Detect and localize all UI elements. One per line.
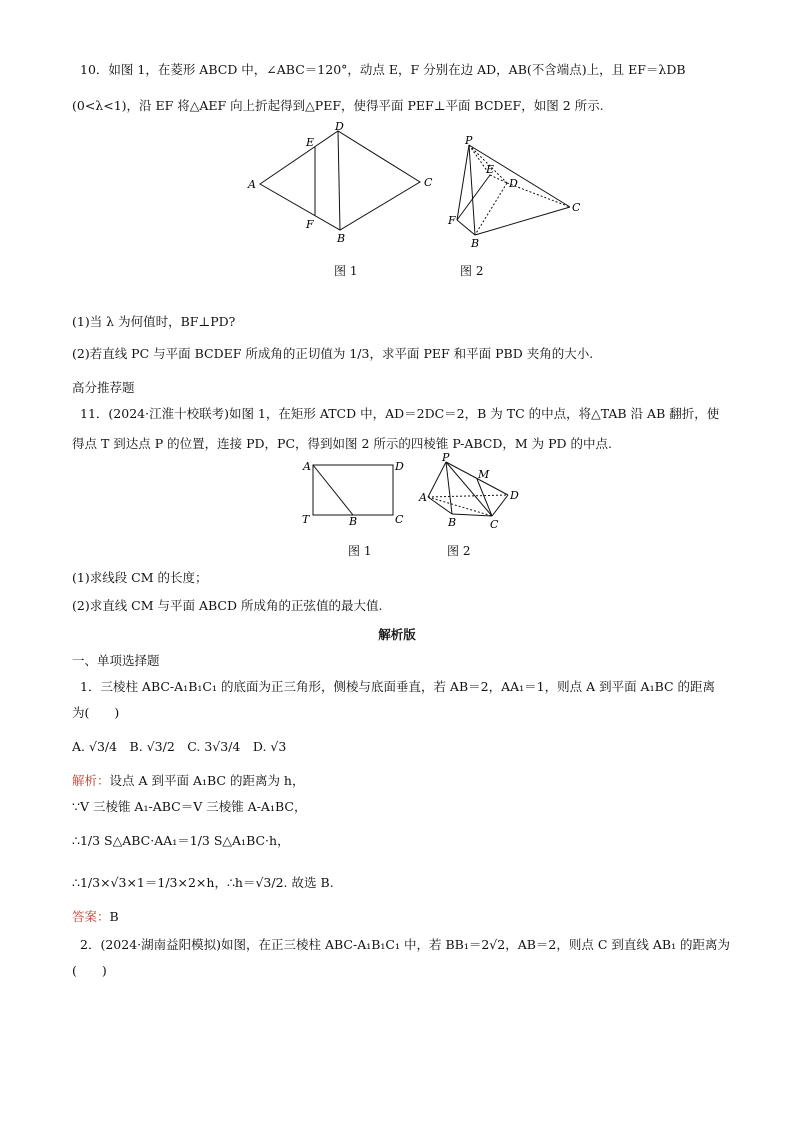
p2-line2: ( ) — [72, 963, 107, 978]
p1-line2: 为( ) — [72, 705, 120, 720]
q11-figure2 — [418, 452, 523, 532]
p1-answer — [72, 907, 119, 925]
analysis-title: 解析版 — [378, 627, 416, 642]
label-m: M — [478, 468, 490, 481]
edge-pf — [457, 145, 469, 220]
label-c: C — [572, 201, 581, 214]
label-b: B — [337, 232, 346, 245]
segment-db — [338, 131, 340, 230]
p2-line1: 2．(2024·湖南益阳模拟)如图，在正三棱柱 ABC-A₁B₁C₁ 中，若 BB₁＝2√2，AB＝2，则点 C 到直线 AB₁ 的距离为 — [80, 937, 731, 952]
answer-value: B — [109, 909, 119, 924]
label-c: C — [490, 518, 499, 531]
edge-ab — [428, 497, 452, 514]
p1-solution-line3: ∴1/3 S△ABC·AA₁＝1/3 S△A₁BC·h， — [72, 833, 290, 848]
label-f: F — [306, 218, 314, 231]
label-c: C — [395, 513, 404, 526]
label-d: D — [395, 460, 404, 473]
rectangle-atcd — [313, 465, 393, 515]
p1-solution-line4: ∴1/3×√3×1＝1/3×2×h，∴h＝√3/2. 故选 B. — [72, 875, 334, 890]
label-c: C — [424, 176, 433, 189]
label-e: E — [306, 136, 315, 149]
q11-line2: 得点 T 到达点 P 的位置，连接 PD，PC，得到如图 2 所示的四棱锥 P-ABCD，M 为 PD 的中点. — [72, 436, 613, 451]
label-d: D — [510, 489, 519, 502]
edge-pb — [469, 145, 475, 235]
edge-ed — [490, 175, 507, 183]
p1-solution-line1 — [72, 771, 304, 789]
q10-fig2-caption: 图 2 — [460, 264, 484, 278]
label-e: E — [486, 163, 495, 176]
edge-ac — [428, 497, 492, 516]
label-a: A — [248, 178, 256, 191]
q10-line2: (0<λ<1)，沿 EF 将△AEF 向上折起得到△PEF，使得平面 PEF⊥平面 BCDEF，如图 2 所示. — [72, 98, 604, 113]
p1-line1: 1．三棱柱 ABC-A₁B₁C₁ 的底面为正三角形，侧棱与底面垂直，若 AB＝2，AA₁＝1，则点 A 到平面 A₁BC 的距离 — [80, 679, 716, 694]
q11-fig1-caption: 图 1 — [348, 544, 372, 558]
q10-question1: (1)当 λ 为何值时，BF⊥PD? — [72, 314, 236, 329]
label-d: D — [509, 177, 518, 190]
edge-pa — [428, 462, 446, 497]
label-a: A — [419, 491, 427, 504]
q11-line1: 11．(2024·江淮十校联考)如图 1，在矩形 ATCD 中，AD＝2DC＝2，B 为 TC 的中点，将△TAB 沿 AB 翻折，使 — [80, 406, 720, 421]
edge-ad — [428, 495, 508, 497]
q11-question2: (2)求直线 CM 与平面 ABCD 所成角的正弦值的最大值. — [72, 598, 383, 613]
q10-line1: 10．如图 1，在菱形 ABCD 中，∠ABC＝120°，动点 E，F 分别在边 AD，AB(不含端点)上，且 EF＝λDB — [80, 62, 686, 77]
q11-figure1 — [295, 455, 410, 530]
edge-pb — [446, 462, 452, 514]
q10-figure1 — [240, 120, 440, 250]
edge-fb — [457, 220, 475, 235]
q11-question1: (1)求线段 CM 的长度； — [72, 570, 208, 585]
section-single-choice: 一、单项选择题 — [72, 653, 160, 668]
label-t: T — [302, 513, 310, 526]
label-a: A — [303, 460, 311, 473]
label-p: P — [442, 452, 450, 464]
edge-cd — [492, 495, 508, 516]
label-b: B — [448, 516, 457, 529]
solution-label: 解析： — [72, 773, 110, 788]
q10-question2: (2)若直线 PC 与平面 BCDEF 所成角的正切值为 1/3，求平面 PEF 和平面 PBD 夹角的大小. — [72, 346, 594, 361]
edge-pc — [469, 145, 570, 207]
q10-fig1-caption: 图 1 — [334, 264, 358, 278]
edge-pd — [446, 462, 508, 495]
q11-fig2-caption: 图 2 — [447, 544, 471, 558]
p1-solution-line2: ∵V 三棱锥 A₁-ABC＝V 三棱锥 A-A₁BC， — [72, 799, 307, 814]
q10-figure2 — [445, 135, 585, 250]
label-p: P — [465, 135, 473, 147]
segment-ab — [313, 465, 353, 515]
label-f: F — [448, 214, 456, 227]
segment-cm — [477, 479, 492, 516]
answer-label: 答案： — [72, 909, 110, 924]
p1-options: A. √3/4 B. √3/2 C. 3√3/4 D. √3 — [72, 739, 287, 754]
label-d: D — [335, 120, 344, 133]
solution-text: 设点 A 到平面 A₁BC 的距离为 h， — [109, 773, 305, 788]
section-hard: 高分推荐题 — [72, 380, 135, 395]
label-b: B — [471, 237, 480, 250]
label-b: B — [349, 515, 358, 528]
